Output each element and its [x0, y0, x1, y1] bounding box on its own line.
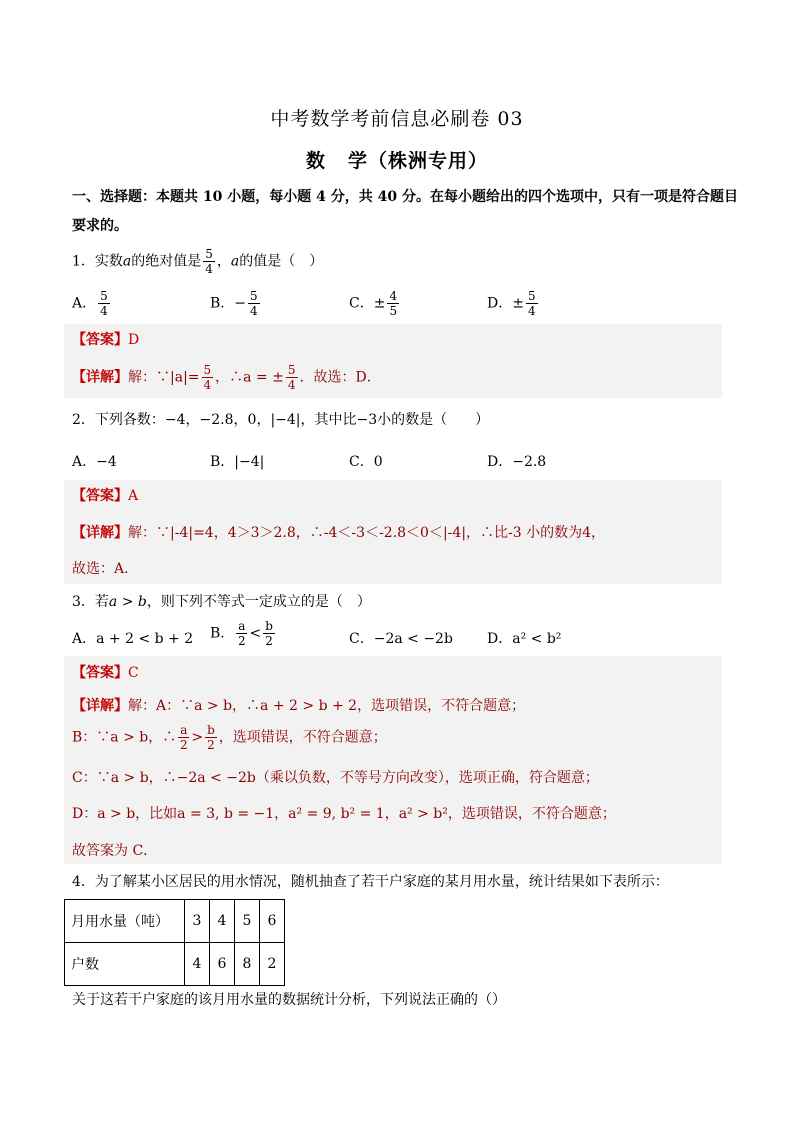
q1-detail-a: 解：∵|a|= — [128, 369, 200, 386]
q2-option-b: B．|−4| — [210, 454, 265, 470]
q1-opt-d-den: 4 — [527, 304, 536, 318]
q3-answer — [72, 663, 139, 683]
q3-detail-b-frac2 — [205, 724, 217, 751]
q1-suffix2: 的值是（ ） — [239, 253, 324, 270]
q3-detail-d: D：a > b，比如a = 3, b = −1，a² = 9, b² = 1，a² > b²，选项错误，不符合题意； — [72, 806, 616, 822]
q1-detail-den2: 4 — [287, 378, 296, 392]
q1-detail-num2: 5 — [287, 363, 296, 377]
q3-opt-b-den2: 2 — [265, 634, 273, 648]
q1-opt-b-frac — [248, 290, 260, 317]
q3-detail-a — [72, 696, 525, 716]
table-cell: 8 — [235, 943, 260, 986]
q3-answer-box — [64, 656, 722, 864]
q3-detail-b-rel: > — [191, 729, 204, 746]
q4-stem: 4．为了解某小区居民的用水情况，随机抽查了若干户家庭的某月用水量，统计结果如下表所示： — [72, 874, 669, 890]
q3-detail-c: C：∵a > b，∴−2a < −2b（乘以负数，不等号方向改变），选项正确，符合题意； — [72, 770, 599, 786]
q3-answer-value: C — [128, 665, 139, 681]
q2-stem: 2．下列各数：−4，−2.8，0，|−4|，其中比−3小的数是（ ） — [72, 412, 490, 428]
q2-answer-value: A — [128, 488, 139, 504]
q1-detail-tag: 【详解】 — [72, 369, 128, 386]
q3-opt-b-den1: 2 — [238, 634, 246, 648]
table-cell: 4 — [185, 943, 210, 986]
q1-opt-d-sign: ± — [512, 295, 524, 312]
q2-detail-end: 故选：A． — [72, 561, 139, 577]
q1-option-d — [487, 290, 540, 317]
q1-opt-b-num: 5 — [250, 289, 258, 303]
q2-detail — [72, 523, 605, 543]
q1-opt-b-sign: − — [234, 295, 247, 312]
q2-detail-tag: 【详解】 — [72, 525, 128, 541]
q1-detail — [72, 364, 381, 391]
q3-detail-b — [72, 724, 387, 751]
q1-opt-a-label: A． — [72, 295, 97, 312]
q3-detail-b-num2: b — [207, 723, 215, 737]
q3-stem-a: 3．若 — [72, 594, 109, 610]
q1-option-b — [210, 290, 262, 317]
q1-opt-c-sign: ± — [373, 295, 386, 312]
q1-var: a — [122, 253, 132, 270]
q2-answer — [72, 486, 138, 506]
q3-opt-b-rel: < — [249, 625, 262, 642]
q1-prefix: 1．实数 — [72, 253, 123, 270]
table-cell: 5 — [235, 900, 260, 943]
q3-stem-b: ，则下列不等式一定成立的是（ ） — [146, 594, 371, 610]
table-row-label: 月用水量（吨） — [65, 900, 185, 943]
q1-detail-b: ，∴a = ± — [215, 369, 284, 386]
q1-opt-c-label: C． — [349, 295, 374, 312]
table-row — [65, 943, 285, 986]
q3-detail-b-den2: 2 — [207, 738, 215, 752]
q1-detail-frac1 — [202, 364, 214, 391]
page-subtitle — [0, 146, 794, 173]
q4-water-table — [64, 899, 285, 986]
q2-detail-text: 解：∵|-4|=4，4＞3＞2.8，∴-4＜-3＜-2.8＜0＜|-4|，∴比-3 小的数为4， — [128, 525, 606, 541]
q1-option-c — [349, 290, 401, 317]
q1-option-a — [72, 290, 112, 317]
q1-mid: 的绝对值是 — [131, 253, 202, 270]
q3-detail-b-frac1 — [178, 724, 189, 751]
q3-detail-b-num1: a — [180, 723, 188, 737]
q3-stem-cond: a > b — [108, 594, 147, 610]
q3-option-c: C．−2a < −2b — [349, 631, 453, 647]
q1-stem — [72, 248, 323, 275]
page-title: 中考数学考前信息必刷卷 03 — [270, 108, 524, 130]
table-cell: 6 — [260, 900, 285, 943]
q3-option-a: A．a + 2 < b + 2 — [72, 631, 194, 647]
q3-opt-b-num1: a — [238, 619, 246, 633]
q1-answer — [72, 330, 139, 350]
q4-followup: 关于这若干户家庭的该月用水量的数据统计分析，下列说法正确的（） — [72, 992, 506, 1008]
q1-fraction — [203, 248, 215, 275]
table-cell: 3 — [185, 900, 210, 943]
q1-frac-num: 5 — [205, 247, 213, 261]
q1-detail-frac2 — [286, 364, 298, 391]
q3-opt-b-num2: b — [265, 619, 273, 633]
q3-detail-tag: 【详解】 — [72, 698, 128, 714]
q3-answer-tag: 【答案】 — [72, 665, 128, 681]
q1-opt-a-num: 5 — [100, 289, 108, 303]
subtitle-part-b: 学（株洲专用） — [348, 150, 489, 172]
q3-stem — [72, 592, 371, 612]
q1-opt-b-label: B． — [210, 295, 235, 312]
q1-opt-a-frac — [98, 290, 110, 317]
q1-opt-b-den: 4 — [250, 304, 258, 318]
section-heading-line1: 一、选择题：本题共 10 小题，每小题 4 分，共 40 分。在每小题给出的四个选项中，只有一项是符合题目 — [72, 189, 738, 205]
q2-option-a: A．−4 — [72, 454, 117, 470]
q3-option-b — [210, 620, 277, 647]
table-row-label: 户数 — [65, 943, 185, 986]
table-cell: 2 — [260, 943, 285, 986]
q1-detail-c: ．故选：D． — [299, 369, 381, 386]
table-cell: 4 — [210, 900, 235, 943]
q1-suffix1: ， — [216, 253, 231, 270]
q3-opt-b-frac2 — [263, 620, 275, 647]
table-row — [65, 900, 285, 943]
q1-opt-c-den: 5 — [389, 304, 398, 318]
q3-detail-a-text: 解：A：∵a > b，∴a + 2 > b + 2，选项错误，不符合题意； — [128, 698, 526, 714]
q1-opt-c-frac — [387, 290, 399, 317]
q3-detail-b-den1: 2 — [179, 738, 188, 752]
table-cell: 6 — [210, 943, 235, 986]
q3-detail-end: 故答案为 C． — [72, 843, 158, 859]
subtitle-part-a: 数 — [305, 150, 326, 172]
q1-frac-den: 4 — [205, 262, 213, 276]
q1-detail-den1: 4 — [203, 378, 212, 392]
q3-opt-b-frac1 — [236, 620, 247, 647]
q3-opt-b-label: B． — [210, 625, 235, 642]
section-heading-line2: 要求的。 — [72, 218, 128, 234]
q3-detail-b-post: ，选项错误，不符合题意； — [218, 729, 387, 746]
q1-answer-tag: 【答案】 — [72, 332, 128, 348]
q1-detail-num1: 5 — [203, 363, 212, 377]
q1-opt-c-num: 4 — [389, 289, 398, 303]
q3-detail-b-pre: B：∵a > b，∴ — [72, 729, 177, 746]
q2-answer-tag: 【答案】 — [72, 488, 128, 504]
q1-opt-d-frac — [526, 290, 538, 317]
q1-answer-value: D — [128, 332, 140, 348]
q1-opt-d-num: 5 — [527, 289, 536, 303]
q1-opt-a-den: 4 — [100, 304, 108, 318]
q2-option-d: D．−2.8 — [487, 454, 547, 470]
q1-opt-d-label: D． — [487, 295, 513, 312]
q1-var2: a — [230, 253, 240, 270]
q2-option-c: C．0 — [349, 454, 383, 470]
q3-option-d: D．a² < b² — [487, 631, 562, 647]
